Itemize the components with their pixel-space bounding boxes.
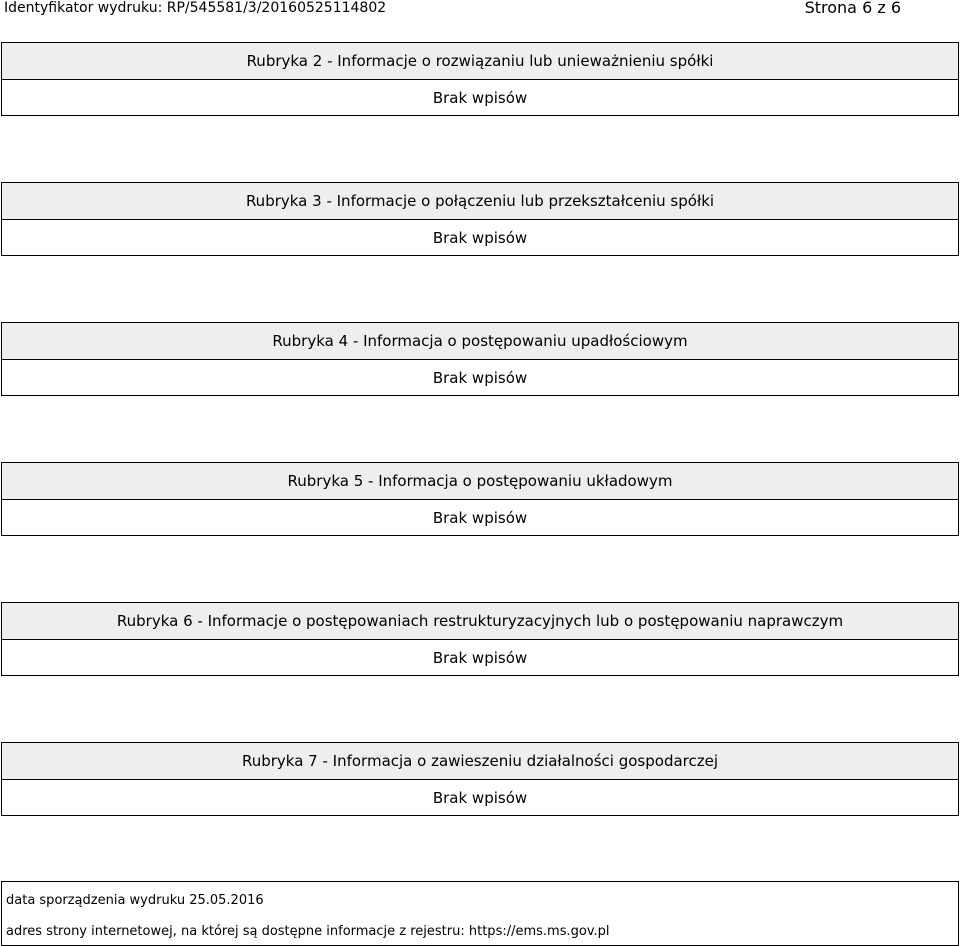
section-entry-status: Brak wpisów — [2, 360, 958, 395]
section-title: Rubryka 2 - Informacje o rozwiązaniu lub unieważnieniu spółki — [2, 43, 958, 80]
section-title: Rubryka 4 - Informacja o postępowaniu upadłościowym — [2, 323, 958, 360]
registry-website: adres strony internetowej, na której są dostępne informacje z rejestru: https://ems.ms.gov.pl — [6, 924, 610, 939]
section-rubryka-3 — [1, 182, 959, 256]
print-date: data sporządzenia wydruku 25.05.2016 — [6, 893, 264, 908]
section-title: Rubryka 5 - Informacja o postępowaniu układowym — [2, 463, 958, 500]
section-entry-status: Brak wpisów — [2, 780, 958, 815]
section-rubryka-5 — [1, 462, 959, 536]
section-entry-status: Brak wpisów — [2, 500, 958, 535]
section-rubryka-4 — [1, 322, 959, 396]
section-rubryka-7 — [1, 742, 959, 816]
footer-box — [1, 881, 959, 946]
section-rubryka-6 — [1, 602, 959, 676]
section-entry-status: Brak wpisów — [2, 220, 958, 255]
page-number: Strona 6 z 6 — [804, 0, 901, 17]
print-identifier: Identyfikator wydruku: RP/545581/3/20160525114802 — [4, 0, 387, 16]
section-entry-status: Brak wpisów — [2, 80, 958, 115]
section-rubryka-2 — [1, 42, 959, 116]
section-title: Rubryka 7 - Informacja o zawieszeniu działalności gospodarczej — [2, 743, 958, 780]
section-title: Rubryka 6 - Informacje o postępowaniach restrukturyzacyjnych lub o postępowaniu naprawczym — [2, 603, 958, 640]
section-entry-status: Brak wpisów — [2, 640, 958, 675]
section-title: Rubryka 3 - Informacje o połączeniu lub przekształceniu spółki — [2, 183, 958, 220]
